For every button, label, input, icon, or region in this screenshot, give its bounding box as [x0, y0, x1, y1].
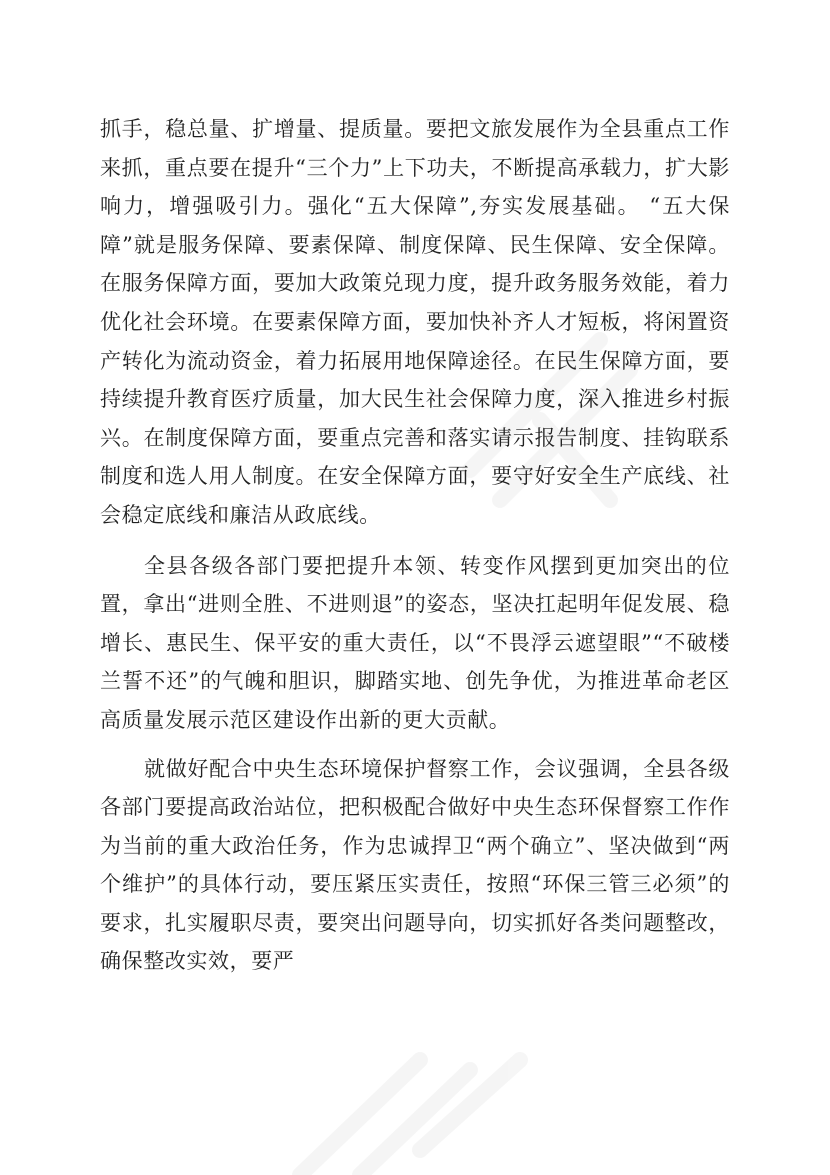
paragraph-2: 全县各级各部门要把提升本领、转变作风摆到更加突出的位置，拿出“进则全胜、不进则退”的姿态，坚决扛起明年促发展、稳增长、惠民生、保平安的重大责任，以“不畏浮云遮望眼”“不破楼兰誓不还”的气魄和胆识，脚踏实地、创先争优，为推进革命老区高质量发展示范区建设作出新的更大贡献。: [100, 553, 730, 732]
document-body: [100, 110, 730, 981]
paragraph-3: 就做好配合中央生态环境保护督察工作，会议强调，全县各级各部门要提高政治站位，把积极配合做好中央生态环保督察工作作为当前的重大政治任务，作为忠诚捍卫“两个确立”、坚决做到“两个维护”的具体行动，要压紧压实责任，按照“环保三管三必须”的要求，扎实履职尽责，要突出问题导向，切实抓好各类问题整改，确保整改实效，要严: [100, 756, 730, 974]
paragraph-1: 抓手，稳总量、扩增量、提质量。要把文旅发展作为全县重点工作来抓，重点要在提升“三个力”上下功夫，不断提高承载力，扩大影响力，增强吸引力。强化“五大保障”,夯实发展基础。 “五大保障”就是服务保障、要素保障、制度保障、民生保障、安全保障。在服务保障方面，要加大政策兑现力度，提升政务服务效能，着力优化社会环境。在要素保障方面，要加快补齐人才短板，将闲置资产转化为流动资金，着力拓展用地保障途径。在民生保障方面，要持续提升教育医疗质量，加大民生社会保障力度，深入推进乡村振兴。在制度保障方面，要重点完善和落实请示报告制度、挂钩联系制度和选人用人制度。在安全保障方面，要守好安全生产底线、社会稳定底线和廉洁从政底线。: [100, 117, 730, 527]
watermark-stamp-bottom: [300, 1060, 520, 1175]
